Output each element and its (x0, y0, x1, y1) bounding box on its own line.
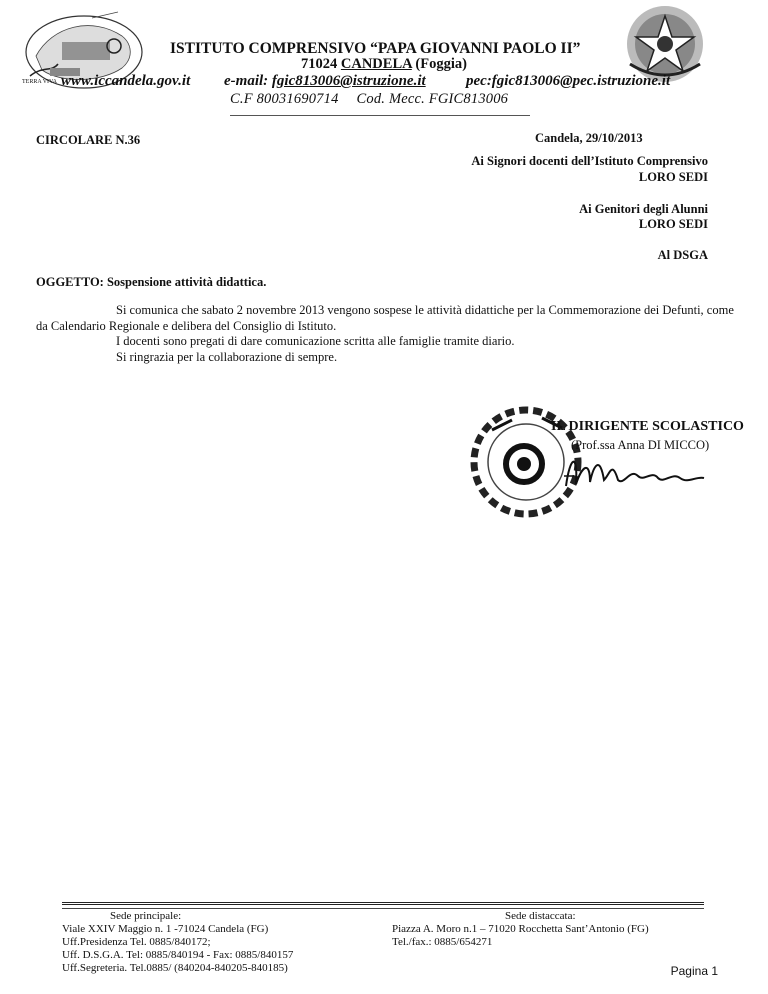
footer-right-title: Sede distaccata: (505, 910, 576, 922)
email-label: e-mail: (224, 73, 269, 89)
school-website (22, 73, 190, 90)
school-name: ISTITUTO COMPRENSIVO “PAPA GIOVANNI PAOLO II” (170, 40, 581, 57)
website-prefix: TERRA VIVA (22, 78, 57, 85)
recipient-line: LORO SEDI (638, 170, 708, 184)
subject-line (36, 275, 266, 290)
body-paragraph: Si ringrazia per la collaborazione di sempre. (116, 350, 338, 364)
postal-code: 71024 (301, 56, 338, 72)
city: CANDELA (340, 56, 412, 72)
school-pec[interactable]: pec:fgic813006@pec.istruzione.it (466, 73, 671, 89)
body-paragraph: I docenti sono pregati di dare comunicazione scritta alle famiglie tramite diario. (116, 334, 515, 348)
page-number: Pagina 1 (670, 964, 718, 978)
recipient-line: Al DSGA (657, 248, 708, 262)
body-paragraph: Si comunica che sabato 2 novembre 2013 vengono sospese le attività didattiche per la Commemorazione dei Defunti, come da Calendario Regionale e delibera del Consiglio di Istituto. (36, 303, 734, 333)
footer-right-line: Tel./fax.: 0885/654271 (392, 936, 493, 948)
footer-left-title: Sede principale: (110, 910, 182, 922)
footer-left-line: Uff. D.S.G.A. Tel: 0885/840194 - Fax: 0885/840157 (62, 949, 294, 961)
fiscal-codes (230, 91, 508, 108)
signatory-name: (Prof.ssa Anna DI MICCO) (571, 438, 710, 452)
footer-left-line: Uff.Presidenza Tel. 0885/840172; (62, 936, 211, 948)
footer-right-line: Piazza A. Moro n.1 – 71020 Rocchetta Sant’Antonio (FG) (392, 923, 649, 935)
subject-label: OGGETTO: (36, 275, 104, 289)
signatory-role: IL DIRIGENTE SCOLASTICO (551, 419, 744, 434)
codice-meccanografico: Cod. Mecc. FGIC813006 (356, 91, 509, 107)
recipient-line: Ai Signori docenti dell’Istituto Comprensivo (471, 154, 708, 168)
footer-divider (62, 908, 704, 909)
school-email (224, 73, 426, 90)
subject-text: Sospensione attività didattica. (106, 275, 267, 289)
header-divider (230, 115, 530, 116)
circolare-number: CIRCOLARE N.36 (36, 133, 141, 147)
handwritten-signature-icon (560, 446, 710, 496)
footer-left-line: Uff.Segreteria. Tel.0885/ (840204-840205-840185) (62, 962, 288, 974)
website-link[interactable]: www.iccandela.gov.it (60, 73, 191, 89)
place-date: Candela, 29/10/2013 (535, 131, 643, 145)
email-link[interactable]: fgic813006@istruzione.it (271, 73, 426, 89)
recipient-line: Ai Genitori degli Alunni (579, 202, 708, 216)
school-address (0, 56, 768, 73)
recipient-line: LORO SEDI (638, 217, 708, 231)
codice-fiscale: C.F 80031690714 (230, 91, 339, 107)
province: (Foggia) (415, 56, 467, 72)
footer-left-line: Viale XXIV Maggio n. 1 -71024 Candela (FG) (62, 923, 269, 935)
footer-divider (62, 902, 704, 905)
